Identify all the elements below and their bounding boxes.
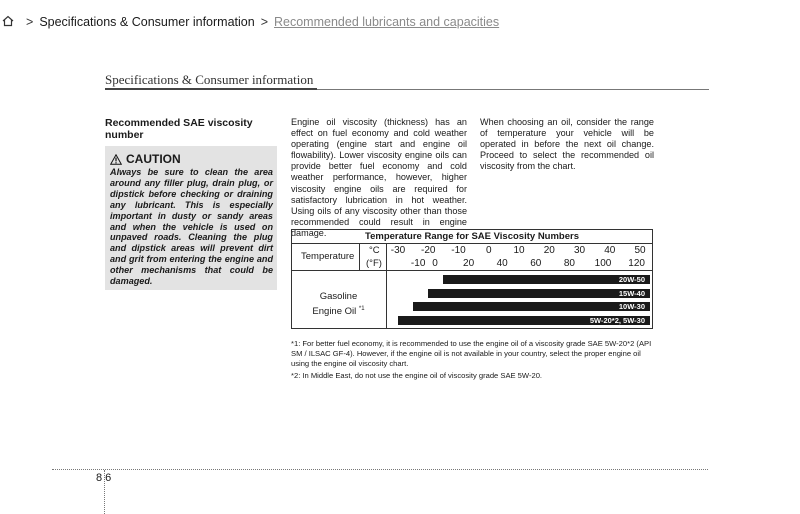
footnote-ref-1: *1 <box>358 306 365 312</box>
viscosity-bar: 15W-40 <box>428 289 650 298</box>
celsius-tick-label: 10 <box>513 245 525 256</box>
warning-icon <box>110 154 122 165</box>
page-number: 8 6 <box>96 472 112 484</box>
celsius-tick-label: -20 <box>421 245 436 256</box>
table-divider <box>359 243 360 270</box>
page-header: Specifications & Consumer information <box>105 72 314 87</box>
footnote-2 <box>291 371 661 381</box>
footnote-2-marker: *2 <box>291 371 299 380</box>
breadcrumb-current-link[interactable]: Recommended lubricants and capacities <box>274 15 500 29</box>
viscosity-description: Engine oil viscosity (thickness) has an effect on fuel economy and cold weather operating (engine start and engine oil flowability). Lower viscosity engine oils can provide better fuel economy and cold weather performance, however, higher viscosity engine oils are required for satisfactory lubrication in hot weather. Using oils of any viscosity other than those recommended could result in engine damage. <box>291 117 467 238</box>
fahrenheit-tick-label: 80 <box>563 258 575 269</box>
page-number-divider <box>104 470 105 514</box>
caution-text: Always be sure to clean the area around any filler plug, drain plug, or dipstick before checking or draining any lubricant. This is especially important in dusty or sandy areas and when the vehicle is used on unpaved roads. Cleaning the plug and dipstick areas will prevent dirt and grit from entering the engine and other mechanisms that could be damaged. <box>110 167 273 287</box>
viscosity-bar: 10W-30 <box>413 302 650 311</box>
footnote-2-text: : In Middle East, do not use the engine oil of viscosity grade SAE 5W-20. <box>298 371 543 380</box>
fahrenheit-tick-label: 120 <box>628 258 645 269</box>
celsius-tick-label: 40 <box>604 245 616 256</box>
fahrenheit-tick-label: 40 <box>496 258 508 269</box>
viscosity-bar: 5W-20*2, 5W-30 <box>398 316 650 325</box>
footnote-1 <box>291 339 661 369</box>
celsius-tick-label: -10 <box>451 245 466 256</box>
temperature-label: Temperature <box>301 251 355 262</box>
oil-row-label-text: Engine Oil <box>312 306 357 318</box>
oil-row-label-line2 <box>291 303 386 318</box>
celsius-tick-label: 50 <box>634 245 646 256</box>
celsius-unit: °C <box>369 245 380 256</box>
oil-row-label-line1: Gasoline <box>319 291 358 302</box>
oil-choice-instructions: When choosing an oil, consider the range of temperature your vehicle will be operated in before the next oil change. Proceed to select the recommended oil viscosity from the chart. <box>480 117 654 172</box>
breadcrumb-separator: > <box>26 15 34 29</box>
breadcrumb <box>0 12 499 32</box>
viscosity-bar: 20W-50 <box>443 275 650 284</box>
fahrenheit-tick-label: 100 <box>594 258 612 269</box>
caution-label: CAUTION <box>126 152 181 166</box>
footer-divider <box>52 469 708 470</box>
fahrenheit-unit: (°F) <box>366 258 382 269</box>
fahrenheit-tick-label: 60 <box>530 258 542 269</box>
oil-row-label <box>291 291 386 318</box>
table-title: Temperature Range for SAE Viscosity Numbers <box>365 231 579 242</box>
section-title: Recommended SAE viscosity number <box>105 117 253 141</box>
breadcrumb-parent-link[interactable]: Specifications & Consumer information <box>39 15 255 29</box>
fahrenheit-tick-label: 20 <box>463 258 475 269</box>
header-divider-accent <box>105 88 317 90</box>
table-divider <box>291 243 653 244</box>
celsius-tick-label: 30 <box>573 245 586 256</box>
table-divider <box>291 270 653 271</box>
caution-heading <box>110 152 181 166</box>
celsius-tick-label: -30 <box>390 245 406 256</box>
celsius-tick-label: 0 <box>485 245 492 256</box>
home-icon[interactable] <box>2 15 14 30</box>
fahrenheit-tick-label: -10 <box>410 258 426 269</box>
footnote-1-marker: *1 <box>291 339 299 348</box>
fahrenheit-tick-label: 0 <box>432 258 438 269</box>
footnote-1-text: : For better fuel economy, it is recommended to use the engine oil of a viscosity grade SAE 5W-20*2 (API SM / ILSAC GF-4). However, if the engine oil is not available in your country, select the proper engine oil using the engine oil viscosity chart. <box>291 339 652 368</box>
breadcrumb-separator: > <box>260 15 268 29</box>
celsius-tick-label: 20 <box>543 245 555 256</box>
